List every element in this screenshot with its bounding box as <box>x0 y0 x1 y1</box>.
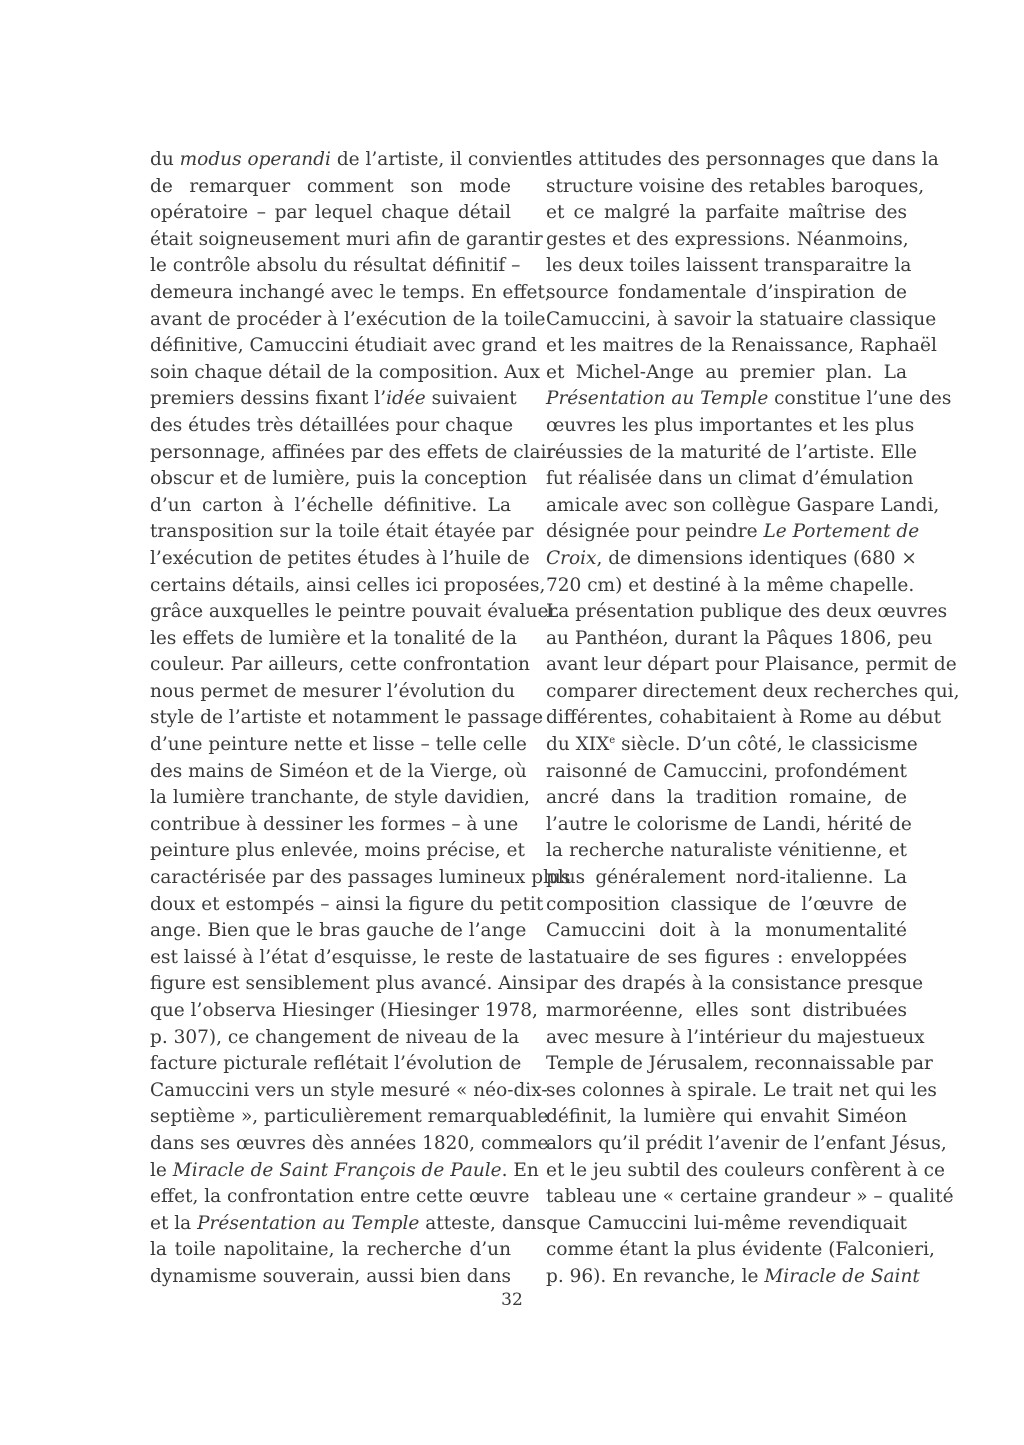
text-line <box>150 493 511 520</box>
text-run: doux et estompés – ainsi la figure du petit <box>150 893 544 915</box>
text-run: de l’artiste, il convient <box>330 149 548 170</box>
text-line <box>150 599 558 626</box>
text-run: siècle. D’un côté, le classicisme <box>615 734 918 756</box>
text-run: Temple de Jérusalem, reconnaissable par <box>546 1053 933 1075</box>
text-line <box>546 440 917 467</box>
text-line <box>546 652 957 679</box>
text-line <box>546 307 937 334</box>
text-line <box>150 626 517 653</box>
text-run: constitue l’une des <box>768 388 952 410</box>
text-run: peinture plus enlevée, moins précise, et <box>150 840 525 862</box>
text-line <box>546 998 907 1025</box>
text-run: style de l’artiste et notamment le passage <box>150 707 544 729</box>
text-line <box>150 360 541 387</box>
text-line <box>546 493 940 520</box>
text-run: avant de procéder à l’exécution de la toile <box>150 308 546 330</box>
text-run: des études très détaillées pour chaque <box>150 414 514 436</box>
text-run: des mains de Siméon et de la Vierge, où <box>150 760 527 782</box>
text-line <box>546 705 942 732</box>
text-line <box>150 253 521 280</box>
text-run: couleur. Par ailleurs, cette confrontation <box>150 654 530 676</box>
text-line <box>150 440 562 467</box>
text-run: que Camuccini lui-même revendiquait <box>546 1212 907 1234</box>
text-column-left <box>150 147 571 1291</box>
text-line <box>150 280 551 307</box>
text-line <box>150 971 545 998</box>
text-run: grâce auxquelles le peintre pouvait évaluer <box>150 601 558 623</box>
text-run: atteste, dans <box>419 1212 547 1234</box>
text-line <box>546 1211 907 1238</box>
text-line <box>150 785 530 812</box>
text-line <box>150 838 525 865</box>
text-line <box>150 652 530 679</box>
text-run: caractérisée par des passages lumineux plus <box>150 867 571 889</box>
text-run: figure est sensiblement plus avancé. Ainsi <box>150 973 545 995</box>
text-line <box>546 812 912 839</box>
text-line <box>546 971 924 998</box>
text-run: la toile napolitaine, la recherche d’un <box>150 1239 511 1261</box>
text-line <box>150 519 534 546</box>
text-line <box>150 200 511 227</box>
text-line <box>546 918 907 945</box>
text-line <box>150 892 544 919</box>
text-run: certains détails, ainsi celles ici proposées, <box>150 574 546 596</box>
text-line <box>150 307 546 334</box>
text-line <box>150 1104 549 1131</box>
text-line <box>546 1051 933 1078</box>
text-line <box>150 546 530 573</box>
text-run: septième », particulièrement remarquable <box>150 1106 549 1128</box>
text-run: , de dimensions identiques (680 × <box>596 547 917 569</box>
text-line <box>150 413 514 440</box>
italic-text: Miracle de Saint François de Paule <box>172 1159 502 1181</box>
text-run: statuaire de ses figures : enveloppées <box>546 946 907 968</box>
text-run: du XIX <box>546 734 610 756</box>
text-line <box>150 918 527 945</box>
text-run: structure voisine des retables baroques, <box>546 175 925 197</box>
text-run: les deux toiles laissent transparaitre la <box>546 255 912 277</box>
text-column-right <box>546 147 960 1291</box>
italic-text: modus operandi <box>179 149 331 170</box>
text-line <box>546 599 948 626</box>
text-line <box>546 253 912 280</box>
text-run: l’exécution de petites études à l’huile de <box>150 547 530 569</box>
text-line <box>546 785 907 812</box>
text-run: les attitudes des personnages que dans la <box>546 149 939 170</box>
text-line <box>546 838 907 865</box>
text-run: obscur et de lumière, puis la conception <box>150 468 528 490</box>
text-run: facture picturale reflétait l’évolution de <box>150 1053 522 1075</box>
text-run: ses colonnes à spirale. Le trait net qui les <box>546 1079 937 1101</box>
text-run: d’une peinture nette et lisse – telle celle <box>150 734 527 756</box>
text-run: opératoire – par lequel chaque détail <box>150 202 511 224</box>
text-line <box>150 1264 511 1291</box>
superscript: e <box>609 734 616 746</box>
text-line <box>150 1051 522 1078</box>
text-run: que l’observa Hiesinger (Hiesinger 1978, <box>150 1000 538 1021</box>
italic-text: Croix <box>546 547 597 569</box>
italic-text: Présentation au Temple <box>546 388 769 410</box>
text-line <box>150 1025 520 1052</box>
text-line <box>546 386 952 413</box>
text-line <box>546 679 960 706</box>
text-run: l’autre le colorisme de Landi, hérité de <box>546 813 912 835</box>
text-run: par des drapés à la consistance presque <box>546 973 924 995</box>
text-line <box>546 200 907 227</box>
text-line <box>546 1104 907 1131</box>
text-line <box>546 333 937 360</box>
text-run: la recherche naturaliste vénitienne, et <box>546 840 907 862</box>
text-run: raisonné de Camuccini, profondément <box>546 760 907 782</box>
text-line <box>150 865 571 892</box>
text-run: tableau une « certaine grandeur » – qualité <box>546 1186 954 1208</box>
text-line <box>150 1078 548 1105</box>
text-run: amicale avec son collègue Gaspare Landi, <box>546 494 940 516</box>
text-run: avant leur départ pour Plaisance, permit de <box>546 654 957 676</box>
text-line <box>150 1184 530 1211</box>
italic-text: idée <box>386 388 426 410</box>
text-line <box>150 812 519 839</box>
text-run: la lumière tranchante, de style davidien, <box>150 787 530 809</box>
text-run: . En <box>501 1159 539 1181</box>
text-run: fut réalisée dans un climat d’émulation <box>546 468 914 490</box>
text-run: ancré dans la tradition romaine, de <box>546 787 907 809</box>
text-run: et Michel-Ange au premier plan. La <box>546 361 907 383</box>
text-run: personnage, affinées par des effets de clair- <box>150 441 562 463</box>
text-run: Camuccini doit à la monumentalité <box>546 920 907 942</box>
text-line <box>546 360 907 387</box>
text-line <box>150 333 537 360</box>
italic-text: Présentation au Temple <box>197 1212 420 1234</box>
text-line <box>150 732 527 759</box>
text-run: gestes et des expressions. Néanmoins, <box>546 228 909 250</box>
text-run: comparer directement deux recherches qui, <box>546 680 960 702</box>
text-run: dans ses œuvres dès années 1820, comme <box>150 1132 549 1154</box>
text-line <box>150 386 517 413</box>
text-run: avec mesure à l’intérieur du majestueux <box>546 1026 925 1048</box>
text-line <box>546 1237 935 1264</box>
text-run: soin chaque détail de la composition. Aux <box>150 361 541 383</box>
text-run: composition classique de l’œuvre de <box>546 893 907 915</box>
text-run: alors qu’il prédit l’avenir de l’enfant Jésus, <box>546 1132 947 1154</box>
text-run: marmoréenne, elles sont distribuées <box>546 1000 907 1021</box>
text-line <box>150 147 548 174</box>
text-line <box>150 1211 547 1238</box>
text-run: est laissé à l’état d’esquisse, le reste de la <box>150 946 546 968</box>
text-run: nous permet de mesurer l’évolution du <box>150 680 516 702</box>
text-line <box>546 147 939 174</box>
text-line <box>546 945 907 972</box>
text-run: p. 96). En revanche, le <box>546 1265 765 1287</box>
text-run: définitive, Camuccini étudiait avec grand <box>150 335 537 357</box>
text-run: du <box>150 149 180 170</box>
text-run: La présentation publique des deux œuvres <box>546 601 948 623</box>
text-line <box>150 945 546 972</box>
italic-text: Miracle de Saint <box>764 1265 920 1287</box>
text-run: 720 cm) et destiné à la même chapelle. <box>546 574 915 596</box>
text-line <box>546 573 915 600</box>
text-run: le contrôle absolu du résultat définitif – <box>150 255 521 277</box>
text-run: premiers dessins fixant l’ <box>150 388 387 410</box>
text-line <box>150 227 543 254</box>
text-line <box>150 759 527 786</box>
text-run: les effets de lumière et la tonalité de la <box>150 627 517 649</box>
text-line <box>150 1131 549 1158</box>
text-line <box>546 759 907 786</box>
text-line <box>546 1025 925 1052</box>
text-run: le <box>150 1159 173 1181</box>
text-run: dynamisme souverain, aussi bien dans <box>150 1265 511 1287</box>
text-run: et le jeu subtil des couleurs confèrent à ce <box>546 1159 945 1181</box>
text-run: réussies de la maturité de l’artiste. Elle <box>546 441 917 463</box>
text-line <box>546 1078 937 1105</box>
text-line <box>546 546 917 573</box>
text-run: et ce malgré la parfaite maîtrise des <box>546 202 907 224</box>
text-run: plus généralement nord-italienne. La <box>546 867 907 889</box>
text-line <box>150 705 544 732</box>
text-line <box>150 1237 511 1264</box>
text-line <box>546 1158 945 1185</box>
text-line <box>150 679 516 706</box>
text-run: et les maitres de la Renaissance, Raphaël <box>546 335 937 357</box>
text-line <box>150 573 546 600</box>
text-line <box>546 519 920 546</box>
italic-text: Le Portement de <box>763 521 920 543</box>
text-run: ange. Bien que le bras gauche de l’ange <box>150 920 527 942</box>
text-run: d’un carton à l’échelle définitive. La <box>150 494 511 516</box>
text-run: source fondamentale d’inspiration de <box>546 281 907 303</box>
text-run: au Panthéon, durant la Pâques 1806, peu <box>546 627 933 649</box>
text-run: définit, la lumière qui envahit Siméon <box>546 1106 907 1128</box>
page-number: 32 <box>501 1290 523 1310</box>
text-run: suivaient <box>425 388 517 410</box>
text-line <box>546 892 907 919</box>
text-line <box>150 466 528 493</box>
text-line <box>546 174 925 201</box>
text-line <box>150 998 538 1025</box>
text-run: œuvres les plus importantes et les plus <box>546 414 915 436</box>
text-line <box>150 1158 539 1185</box>
text-run: désignée pour peindre <box>546 521 764 543</box>
text-run: Camuccini vers un style mesuré « néo-dix- <box>150 1079 548 1101</box>
text-run: était soigneusement muri afin de garantir <box>150 228 543 250</box>
text-run: différentes, cohabitaient à Rome au début <box>546 707 942 729</box>
text-line <box>150 174 511 201</box>
text-line <box>546 280 907 307</box>
text-run: effet, la confrontation entre cette œuvre <box>150 1186 530 1208</box>
text-run: p. 307), ce changement de niveau de la <box>150 1026 520 1048</box>
text-run: comme étant la plus évidente (Falconieri, <box>546 1239 935 1261</box>
text-run: demeura inchangé avec le temps. En effet, <box>150 281 551 303</box>
text-line <box>546 1264 920 1291</box>
text-run: de remarquer comment son mode <box>150 175 511 197</box>
text-line <box>546 865 907 892</box>
text-run: et la <box>150 1212 198 1234</box>
text-line <box>546 413 915 440</box>
text-run: transposition sur la toile était étayée par <box>150 521 534 543</box>
text-line <box>546 227 907 254</box>
text-line <box>546 466 914 493</box>
text-line <box>546 1184 954 1211</box>
text-line <box>546 626 933 653</box>
text-line <box>546 1131 947 1158</box>
text-line <box>546 732 918 759</box>
text-run: Camuccini, à savoir la statuaire classique <box>546 308 937 330</box>
text-run: contribue à dessiner les formes – à une <box>150 813 519 835</box>
